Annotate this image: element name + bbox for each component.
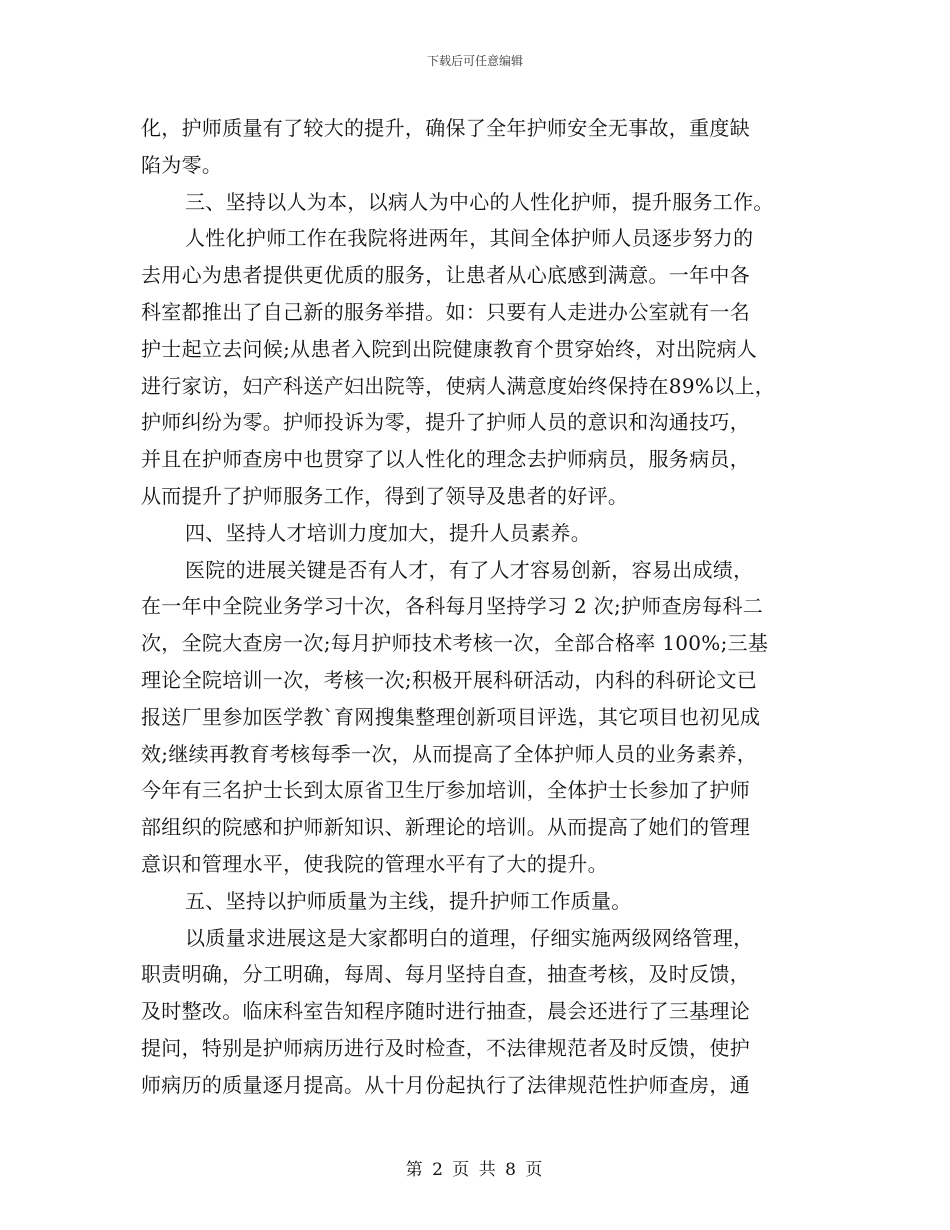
text-line: 报送厂里参加医学教`育网搜集整理创新项目评选，其它项目也初见成 xyxy=(141,704,761,729)
text-line: 部组织的院感和护师新知识、新理论的培训。从而提高了她们的管理 xyxy=(141,815,750,840)
text-line: 去用心为患者提供更优质的服务，让患者从心底感到满意。一年中各 xyxy=(141,263,750,288)
text-line: 四、坚持人才培训力度加大，提升人员素养。 xyxy=(185,520,591,545)
text-line: 意识和管理水平，使我院的管理水平有了大的提升。 xyxy=(141,851,608,876)
text-line: 护士起立去问候;从患者入院到出院健康教育个贯穿始终，对出院病人 xyxy=(141,336,758,361)
text-line: 医院的进展关键是否有人才，有了人才容易创新，容易出成绩， xyxy=(185,557,754,582)
text-line: 师病历的质量逐月提高。从十月份起执行了法律规范性护师查房，通 xyxy=(141,1072,750,1097)
page-header-note: 下载后可任意编辑 xyxy=(426,54,523,68)
text-line: 进行家访，妇产科送产妇出院等，使病人满意度始终保持在89%以上， xyxy=(141,373,776,398)
text-line: 职责明确，分工明确，每周、每月坚持自查，抽查考核，及时反馈， xyxy=(141,962,750,987)
text-line: 三、坚持以人为本，以病人为中心的人性化护师，提升服务工作。 xyxy=(185,189,774,214)
text-line: 并且在护师查房中也贯穿了以人性化的理念去护师病员，服务病员， xyxy=(141,447,750,472)
text-line: 护师纠纷为零。护师投诉为零，提升了护师人员的意识和沟通技巧， xyxy=(141,410,750,435)
document-text xyxy=(141,110,821,1104)
text-line: 提问，特别是护师病历进行及时检查，不法律规范者及时反馈，使护 xyxy=(141,1035,750,1060)
text-line: 在一年中全院业务学习十次，各科每月坚持学习 2 次;护师查房每科二 xyxy=(141,594,764,619)
text-line: 五、坚持以护师质量为主线，提升护师工作质量。 xyxy=(185,888,632,913)
text-line: 陷为零。 xyxy=(141,152,223,177)
text-line: 次，全院大查房一次;每月护师技术考核一次，全部合格率 100%;三基 xyxy=(141,631,769,656)
text-line: 从而提升了护师服务工作，得到了领导及患者的好评。 xyxy=(141,483,629,508)
document-body xyxy=(141,110,821,1104)
text-line: 效;继续再教育考核每季一次，从而提高了全体护师人员的业务素养， xyxy=(141,741,758,766)
text-line: 人性化护师工作在我院将进两年，其间全体护师人员逐步努力的 xyxy=(185,226,754,251)
text-line: 理论全院培训一次，考核一次;积极开展科研活动，内科的科研论文已 xyxy=(141,667,758,692)
text-line: 以质量求进展这是大家都明白的道理，仔细实施两级网络管理， xyxy=(185,925,754,950)
text-line: 今年有三名护士长到太原省卫生厅参加培训，全体护士长参加了护师 xyxy=(141,778,750,803)
text-line: 化，护师质量有了较大的提升，确保了全年护师安全无事故，重度缺 xyxy=(141,116,750,140)
text-line: 科室都推出了自己新的服务举措。如：只要有人走进办公室就有一名 xyxy=(141,299,750,324)
text-line: 及时整改。临床科室告知程序随时进行抽查，晨会还进行了三基理论 xyxy=(141,999,750,1024)
page-number-footer: 第 2 页 共 8 页 xyxy=(405,1160,545,1180)
